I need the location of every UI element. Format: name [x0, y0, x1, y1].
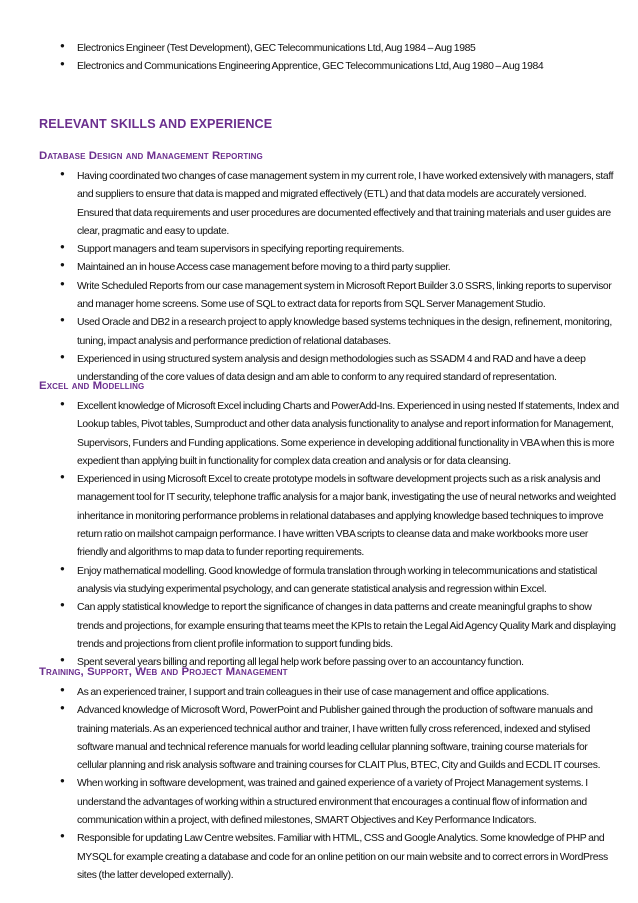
list-item — [60, 276, 619, 313]
bullet-icon: ● — [60, 703, 65, 713]
list-item — [60, 561, 619, 598]
section-list-training — [60, 682, 619, 883]
list-item — [60, 38, 617, 56]
bullet-icon: ● — [60, 278, 65, 288]
section-heading-training: Training, Support, Web and Project Management — [39, 666, 288, 678]
intro-bullet-list — [60, 38, 617, 75]
list-item — [60, 312, 619, 349]
bullet-text: When working in software development, was trained and gained experience of a variety of Project Management systems. I understand the advantages of working within a structured environment that encourages a continual flow of information and communication within a project, with defined milestones, SMART Objectives and Key Performance Indicators. — [77, 778, 588, 827]
list-item — [60, 700, 619, 773]
list-item — [60, 396, 619, 469]
bullet-text: Experienced in using Microsoft Excel to create prototype models in software development projects such as a risk analysis and management tool for IT security, telephone traffic analysis for a major bank, investigating the use of neural networks and weighted inheritance in monitoring performance problems in relational databases and applying knowledge based techniques to improve return ratio on mailshot campaign performance. I have written VBA scripts to cleanse data and make workbooks more user friendly and algorithms to map data to funder reporting requirements. — [77, 474, 616, 559]
bullet-text: Spent several years billing and reporting all legal help work before passing over to an accountancy function. — [77, 657, 524, 669]
list-item — [60, 773, 619, 828]
bullet-icon: ● — [60, 169, 65, 178]
list-item — [60, 239, 619, 257]
bullet-text: Used Oracle and DB2 in a research project to apply knowledge based systems techniques in the design, refinement, monitoring, tuning, impact analysis and performance prediction of relational databases. — [77, 317, 612, 347]
bullet-text: Support managers and team supervisors in specifying reporting requirements. — [77, 244, 405, 256]
bullet-icon: ● — [60, 655, 65, 665]
bullet-text: Maintained an in house Access case management before moving to a third party supplier. — [77, 262, 451, 274]
section-heading-database: Database Design and Management Reporting — [39, 150, 263, 162]
bullet-text: Electronics Engineer (Test Development), GEC Telecommunications Ltd, Aug 1984 – Aug 1985 — [77, 43, 476, 54]
bullet-text: As an experienced trainer, I support and train colleagues in their use of case management and office applications. — [77, 687, 549, 698]
bullet-icon: ● — [60, 242, 65, 252]
bullet-icon: ● — [60, 59, 65, 69]
list-item — [60, 597, 619, 652]
bullet-icon: ● — [60, 315, 65, 325]
list-item — [60, 257, 619, 275]
bullet-icon: ● — [60, 831, 65, 841]
bullet-icon: ● — [60, 41, 65, 50]
bullet-icon: ● — [60, 685, 65, 694]
section-list-excel — [60, 396, 619, 670]
bullet-text: Excellent knowledge of Microsoft Excel including Charts and PowerAdd-Ins. Experienced in using nested If statements, Index and Lookup tables, Pivot tables, Sumproduct and other data analysis functionality to analyse and report information for Management, Supervisors, Funders and Funding applications. Some experience in developing additional functionality in VBA when this is more expedient than applying built in functionality for complex data creation and analysis or for data cleansing. — [77, 401, 619, 467]
page-title: RELEVANT SKILLS AND EXPERIENCE — [39, 117, 273, 131]
list-item — [60, 469, 619, 560]
list-item — [60, 682, 619, 700]
bullet-icon: ● — [60, 260, 65, 270]
bullet-icon: ● — [60, 776, 65, 786]
bullet-text: Responsible for updating Law Centre websites. Familiar with HTML, CSS and Google Analytics. Some knowledge of PHP and MYSQL for example creating a database and code for an online petition on our main website and to correct errors in WordPress sites (the latter developed externally). — [77, 833, 608, 881]
list-item — [60, 166, 619, 239]
bullet-icon: ● — [60, 351, 65, 361]
bullet-text: Write Scheduled Reports from our case management system in Microsoft Report Builder 3.0 SSRS, linking reports to supervisor and manager home screens. Some use of SQL to extract data for reports from SQL Server Management Studio. — [77, 280, 612, 311]
list-item — [60, 349, 619, 386]
bullet-text: Enjoy mathematical modelling. Good knowledge of formula translation through working in telecommunications and statistical analysis via studying experimental psychology, and can generate statistical analysis and regression within Excel. — [77, 565, 597, 595]
bullet-text: Advanced knowledge of Microsoft Word, PowerPoint and Publisher gained through the production of software manuals and training materials. As an experienced technical author and trainer, I have written fully cross referenced, indexed and stylised software manual and technical reference manuals for world leading cellular planning software, training course materials for cellular planning and risk analysis software and training courses for CLAIT Plus, BTEC, City and Guilds and ECDL IT courses. — [77, 705, 601, 772]
list-item — [60, 56, 617, 74]
bullet-text: Can apply statistical knowledge to report the significance of changes in data patterns and create meaningful graphs to show trends and projections, for example ensuring that teams meet the KPIs to retain the Legal Aid Agency Quality Mark and displaying trends and projections from client profile information to support funding bids. — [77, 602, 616, 650]
bullet-text: Experienced in using structured system analysis and design methodologies such as SSADM 4 and RAD and have a deep understanding of the core values of data design and am able to conform to any required standard of representation. — [77, 353, 586, 384]
bullet-icon: ● — [60, 563, 65, 573]
bullet-icon: ● — [60, 472, 65, 482]
bullet-icon: ● — [60, 399, 65, 408]
section-list-database — [60, 166, 619, 386]
bullet-text: Having coordinated two changes of case management system in my current role, I have worked extensively with managers, staff and suppliers to ensure that data is mapped and migrated effectively (ETL) and that data models are accurately versioned. Ensured that data requirements and user procedures are documented effectively and that training materials and user guides are clear, pragmatic and easy to update. — [77, 171, 614, 237]
list-item — [60, 828, 619, 883]
bullet-text: Electronics and Communications Engineering Apprentice, GEC Telecommunications Ltd, Aug 1980 – Aug 1984 — [77, 61, 544, 73]
section-heading-excel: Excel and Modelling — [39, 380, 145, 392]
bullet-icon: ● — [60, 600, 65, 610]
